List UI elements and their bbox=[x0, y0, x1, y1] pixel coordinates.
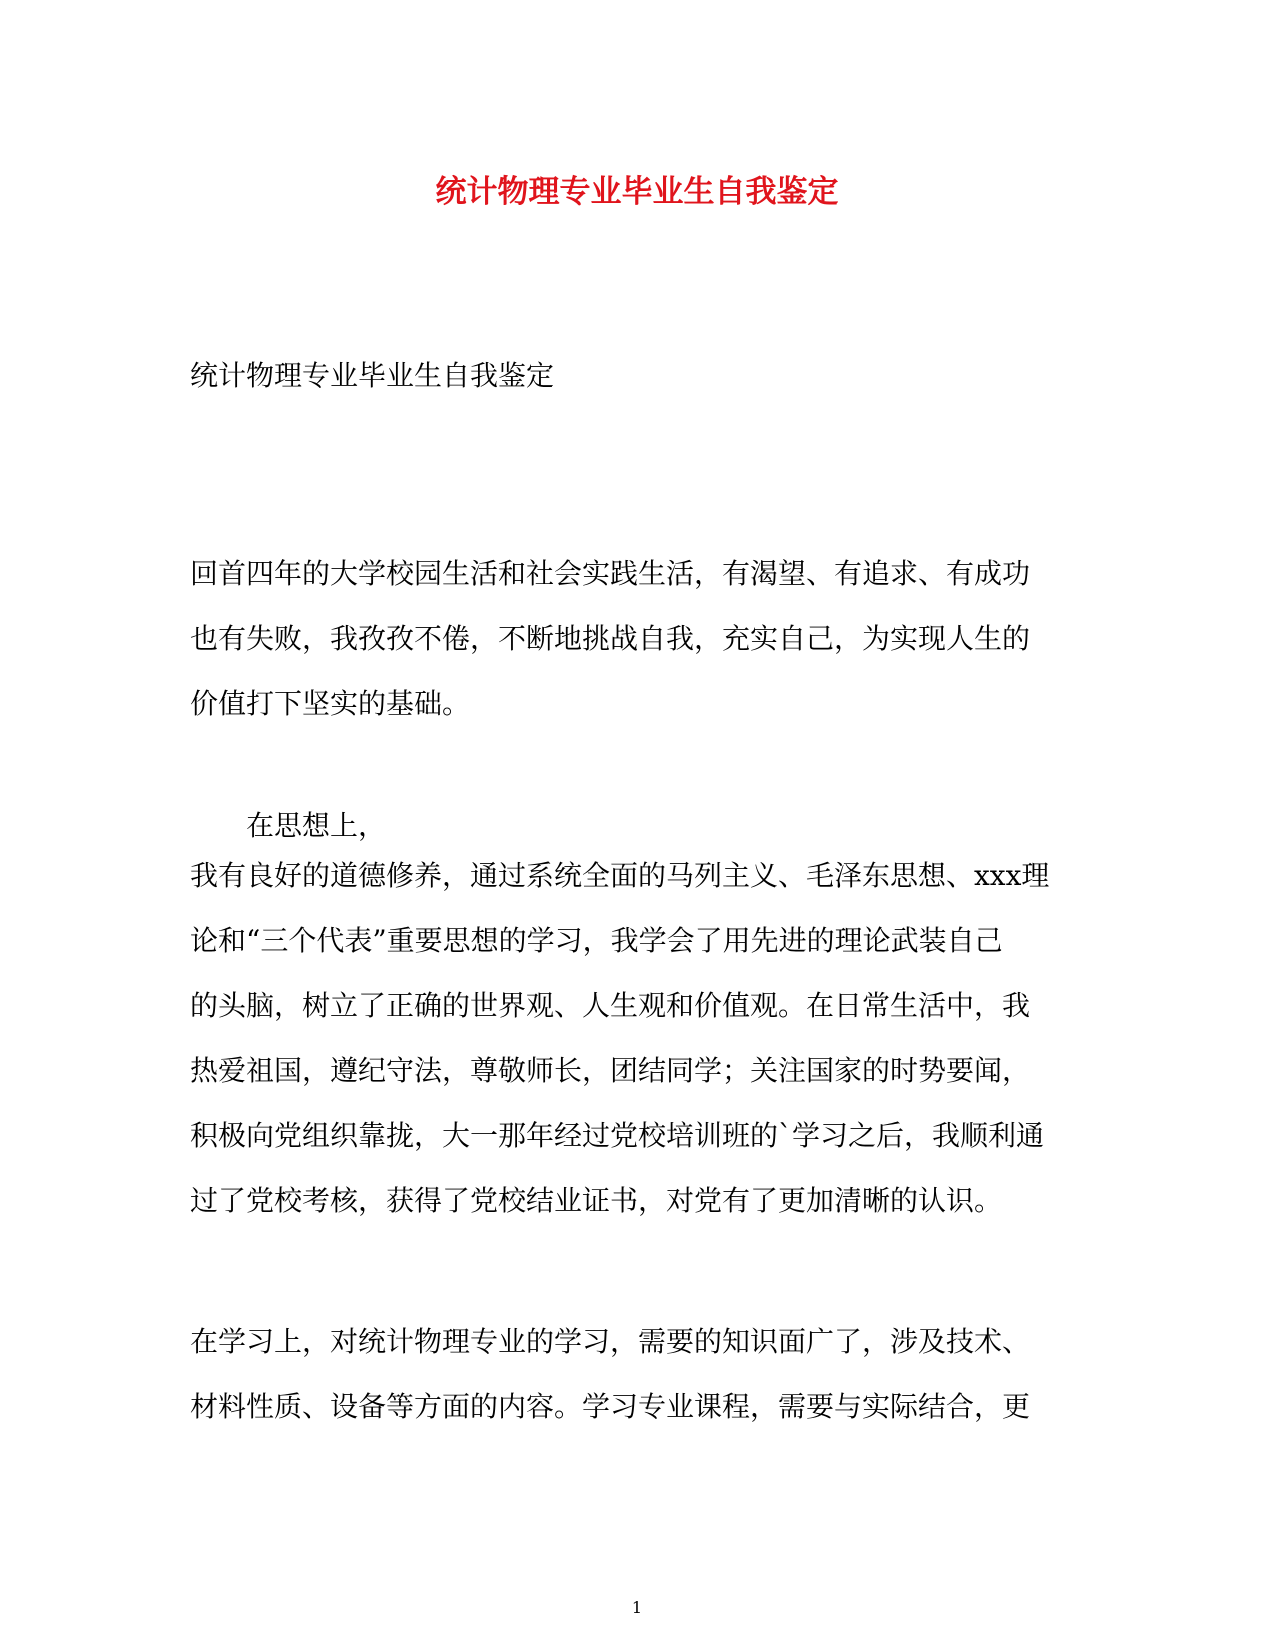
document-subtitle: 统计物理专业毕业生自我鉴定 bbox=[190, 359, 555, 392]
paragraph-study bbox=[190, 1322, 1030, 1452]
text-line: 论和“三个代表”重要思想的学习，我学会了用先进的理论武装自己 bbox=[190, 924, 1003, 957]
text-line: 也有失败，我孜孜不倦，不断地挑战自我，充实自己，为实现人生的 bbox=[190, 622, 1031, 655]
text-line: 积极向党组织靠拢，大一那年经过党校培训班的`学习之后，我顺利通 bbox=[190, 1119, 1045, 1152]
document-title: 统计物理专业毕业生自我鉴定 bbox=[435, 174, 839, 210]
text-line: 在思想上， bbox=[246, 809, 387, 842]
text-line: 回首四年的大学校园生活和社会实践生活，有渴望、有追求、有成功 bbox=[190, 557, 1031, 590]
text-line: 材料性质、设备等方面的内容。学习专业课程，需要与实际结合，更 bbox=[190, 1390, 1031, 1423]
text-line: 价值打下坚实的基础。 bbox=[190, 687, 471, 720]
paragraph-intro bbox=[190, 554, 1030, 749]
paragraph-ideology bbox=[190, 806, 1049, 1246]
text-line: 我有良好的道德修养，通过系统全面的马列主义、毛泽东思想、xxx理 bbox=[190, 859, 1050, 892]
text-line: 过了党校考核，获得了党校结业证书，对党有了更加清晰的认识。 bbox=[190, 1184, 1003, 1217]
text-line: 的头脑，树立了正确的世界观、人生观和价值观。在日常生活中，我 bbox=[190, 989, 1031, 1022]
page-number: 1 bbox=[631, 1598, 643, 1617]
text-line: 热爱祖国，遵纪守法，尊敬师长，团结同学；关注国家的时势要闻， bbox=[190, 1054, 1031, 1087]
text-line: 在学习上，对统计物理专业的学习，需要的知识面广了，涉及技术、 bbox=[190, 1325, 1031, 1358]
